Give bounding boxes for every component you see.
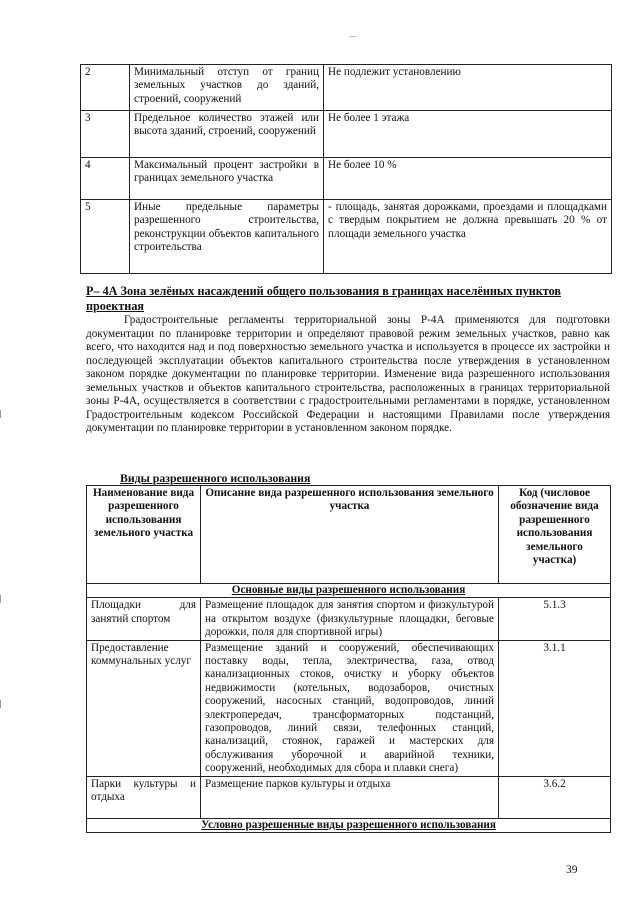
- use-description: Размещение парков культуры и отдыха: [201, 776, 499, 818]
- table-row: [81, 158, 612, 200]
- scan-edge-mark: [0, 410, 1, 418]
- group-row: [87, 584, 611, 598]
- parameter-name: Предельное количество этажей или высота зданий, строений, сооружений: [130, 111, 324, 158]
- use-code: 5.1.3: [499, 598, 611, 640]
- row-number: 5: [81, 200, 130, 274]
- header-code: Код (числовое обозначение вида разрешенного использования земельного участка): [499, 486, 611, 584]
- scan-edge-mark: [0, 595, 1, 603]
- use-description: Размещение зданий и сооружений, обеспечивающих поставку воды, тепла, электричества, газа, отвод канализационных стоков, очистку и уборку объектов недвижимости (котельных, водозаборов, очистных сооружений, насосных станций, водопроводов, линий электропередач, трансформаторных подстанций, газопроводов, линий связи, телефонных станций, канализаций, стоянок, гаражей и мастерских для обслуживания уборочной и аварийной техники, сооружений, необходимых для сбора и плавки снега): [201, 640, 499, 776]
- use-name: Площадки для занятий спортом: [87, 598, 201, 640]
- parameter-name: Максимальный процент застройки в границах земельного участка: [130, 158, 324, 200]
- table-row: [81, 111, 612, 158]
- use-name: Парки культуры и отдыха: [87, 776, 201, 818]
- table-row: [81, 65, 612, 111]
- use-name: Предоставление коммунальных услуг: [87, 640, 201, 776]
- use-code: 3.6.2: [499, 776, 611, 818]
- section-heading: Р– 4А Зона зелёных насаждений общего пользования в границах населённых пунктов проектная: [86, 284, 561, 313]
- parameter-value: Не более 10 %: [324, 158, 612, 200]
- uses-caption: Виды разрешенного использования: [120, 471, 311, 485]
- parameter-value: Не более 1 этажа: [324, 111, 612, 158]
- permitted-uses-table: [86, 485, 611, 833]
- row-number: 2: [81, 65, 130, 111]
- parameter-value: - площадь, занятая дорожками, проездами и площадками с твердым покрытием не должна превышать 20 % от площади земельного участка: [324, 200, 612, 274]
- header-description: Описание вида разрешенного использования земельного участка: [201, 486, 499, 584]
- table-row: [81, 200, 612, 274]
- conditional-uses-group: Условно разрешенные виды разрешенного использования: [87, 818, 611, 832]
- table-row: [87, 776, 611, 818]
- scan-mark: [350, 36, 356, 37]
- parameter-name: Минимальный отступ от границ земельных участков до зданий, строений, сооружений: [130, 65, 324, 111]
- parameters-table: [80, 64, 612, 274]
- section-paragraph: Градостроительные регламенты территориальной зоны Р-4А применяются для подготовки документации по планировке территории и определяют правовой режим земельных участков, равно как всего, что находится над и под поверхностью земельного участка и используется в процессе их застройки и последующей эксплуатации объектов капитального строительства после утверждения в установленном законом порядке документации по планировке территории. Изменение вида разрешенного использования земельных участков и объектов капитального строительства, расположенных в границах территориальной зоны Р-4А, осуществляется в соответствии с градостроительными регламентами в порядке, установленном Градостроительным кодексом Российской Федерации и настоящими Правилами после утверждения документации по планировке территории в установленном законом порядке.: [86, 314, 610, 435]
- scan-edge-mark: [0, 700, 1, 708]
- use-code: 3.1.1: [499, 640, 611, 776]
- row-number: 3: [81, 111, 130, 158]
- header-row: [87, 486, 611, 584]
- page-number: 39: [566, 864, 578, 876]
- use-description: Размещение площадок для занятия спортом и физкультурой на открытом воздухе (физкультурные площадки, беговые дорожки, поля для спортивной игры): [201, 598, 499, 640]
- table-row: [87, 640, 611, 776]
- row-number: 4: [81, 158, 130, 200]
- header-name: Наименование вида разрешенного использования земельного участка: [87, 486, 201, 584]
- table-row: [87, 598, 611, 640]
- main-uses-group: Основные виды разрешенного использования: [87, 584, 611, 598]
- parameter-value: Не подлежит установлению: [324, 65, 612, 111]
- parameter-name: Иные предельные параметры разрешенного строительства, реконструкции объектов капитального строительства: [130, 200, 324, 274]
- group-row: [87, 818, 611, 832]
